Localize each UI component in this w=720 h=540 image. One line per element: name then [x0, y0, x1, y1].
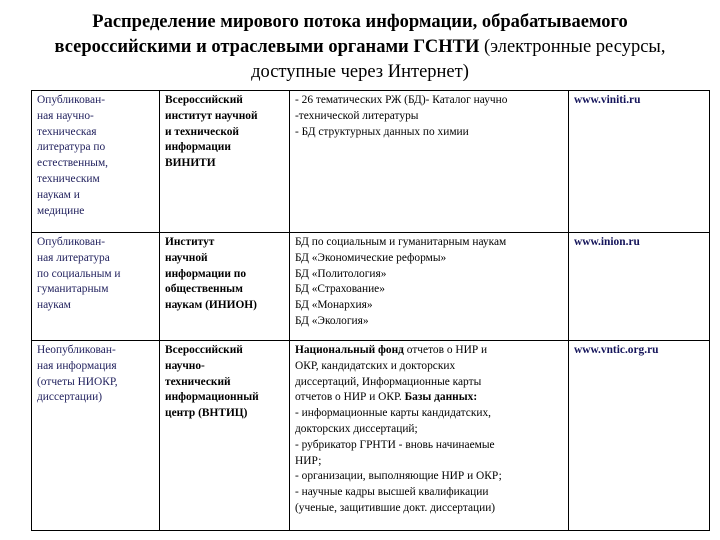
institute-cell — [160, 91, 290, 233]
institute-line: и технической — [165, 125, 239, 138]
table-row — [32, 233, 710, 341]
resource-line — [295, 390, 564, 406]
institute-line: научно- — [165, 359, 205, 372]
resources-cell — [290, 341, 569, 531]
institute-line: технический — [165, 375, 231, 388]
resource-line: -технической литературы — [295, 109, 419, 122]
category-line: ная научно- — [37, 109, 94, 122]
resource-line: - 26 тематических РЖ (БД)- Каталог научно — [295, 94, 508, 106]
category-line: техническая — [37, 125, 97, 138]
institute-cell — [160, 233, 290, 341]
institute-line: информации — [165, 141, 231, 154]
resource-intro-bold: Национальный фонд — [295, 344, 404, 356]
resource-mixed-bold: Базы данных: — [404, 391, 478, 404]
institute-line: общественным — [165, 283, 243, 296]
resource-line: БД «Страхование» — [295, 283, 385, 296]
category-line: наукам и — [37, 188, 80, 201]
category-line: Опубликован- — [37, 94, 105, 106]
resource-line: БД по социальным и гуманитарным наукам — [295, 236, 507, 248]
resources-cell — [290, 233, 569, 341]
resource-line: БД «Политология» — [295, 267, 387, 280]
institute-cell — [160, 341, 290, 531]
resource-line: ОКР, кандидатских и докторских — [295, 359, 456, 372]
institute-line: институт научной — [165, 109, 258, 122]
resource-line: - БД структурных данных по химии — [295, 125, 469, 138]
resource-line: БД «Монархия» — [295, 299, 373, 312]
institute-line: Всероссийский — [165, 344, 243, 356]
resource-line: - научные кадры высшей квалификации — [295, 486, 489, 499]
institute-line: ВИНИТИ — [165, 157, 216, 170]
institute-line: Всероссийский — [165, 94, 243, 106]
resource-intro-rest: отчетов о НИР и — [403, 344, 488, 356]
resource-line: - организации, выполняющие НИР и ОКР; — [295, 470, 502, 483]
institute-line: наукам (ИНИОН) — [165, 299, 257, 312]
category-line: ная информация — [37, 359, 117, 372]
category-line: ная литература — [37, 251, 110, 264]
resource-line: БД «Экология» — [295, 314, 369, 327]
resource-line: (ученые, защитившие докт. диссертации) — [295, 501, 496, 514]
category-line: Неопубликован- — [37, 344, 116, 356]
institute-line: научной — [165, 251, 208, 264]
category-line: по социальным и — [37, 267, 121, 280]
resource-line: БД «Экономические реформы» — [295, 251, 447, 264]
institute-line: информации по — [165, 267, 247, 280]
resource-line: диссертаций, Информационные карты — [295, 375, 482, 388]
category-line: диссертации) — [37, 391, 102, 404]
category-cell — [32, 91, 160, 233]
table-row — [32, 341, 710, 531]
institute-line: центр (ВНТИЦ) — [165, 407, 248, 420]
category-line: медицине — [37, 204, 85, 217]
resource-line: - информационные карты кандидатских, — [295, 407, 491, 420]
category-cell — [32, 233, 160, 341]
category-line: гуманитарным — [37, 283, 109, 296]
resource-line: - рубрикатор ГРНТИ - вновь начинаемые — [295, 438, 495, 451]
info-table — [31, 90, 710, 531]
category-line: естественным, — [37, 157, 109, 170]
resource-line — [295, 343, 564, 359]
category-line: литература по — [37, 141, 106, 154]
category-line: (отчеты НИОКР, — [37, 375, 118, 388]
category-line: Опубликован- — [37, 236, 105, 248]
url-link-viniti[interactable]: www.viniti.ru — [569, 91, 710, 233]
category-cell — [32, 341, 160, 531]
resources-cell — [290, 91, 569, 233]
resource-line: НИР; — [295, 454, 322, 467]
page-title — [40, 10, 680, 85]
category-line: наукам — [37, 299, 71, 312]
page-title-normal: (электронные ресурсы, доступные через Интернет) — [251, 37, 666, 82]
table-row — [32, 91, 710, 233]
page-title-bold: Распределение мирового потока информации, обрабатываемого всероссийскими и отраслевыми органами ГСНТИ — [54, 12, 628, 57]
resource-mixed-plain: отчетов о НИР и ОКР. — [295, 391, 405, 404]
category-line: техническим — [37, 172, 100, 185]
url-link-inion[interactable]: www.inion.ru — [569, 233, 710, 341]
institute-line: информационный — [165, 391, 259, 404]
url-link-vntic[interactable]: www.vntic.org.ru — [569, 341, 710, 531]
institute-line: Институт — [165, 236, 215, 248]
resource-line: докторских диссертаций; — [295, 422, 418, 435]
